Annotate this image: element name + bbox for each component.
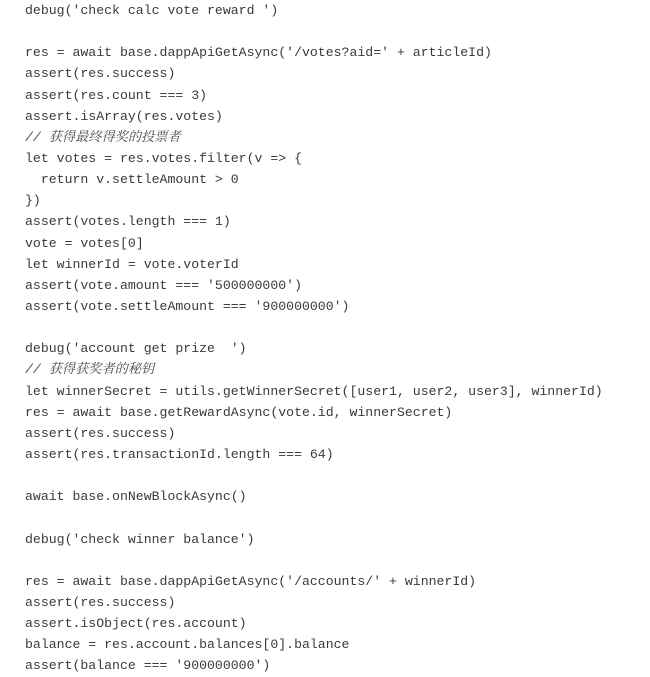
code-line: assert.isObject(res.account): [25, 616, 247, 632]
blank-line: [25, 21, 645, 42]
code-line: assert(res.count === 3): [25, 87, 208, 103]
code-line: await base.onNewBlockAsync(): [25, 489, 247, 505]
blank-line: [25, 550, 645, 571]
code-line: return v.settleAmount > 0: [25, 172, 239, 188]
code-line: assert(votes.length === 1): [25, 214, 231, 230]
code-line: let winnerSecret = utils.getWinnerSecret([user1, user2, user3], winnerId): [25, 383, 603, 399]
code-line: assert(vote.amount === '500000000'): [25, 277, 302, 293]
code-line: vote = votes[0]: [25, 235, 144, 251]
code-line: assert(res.success): [25, 594, 176, 610]
code-line: assert(res.success): [25, 66, 176, 82]
blank-line: [25, 317, 645, 338]
comment-line: // 获得获奖者的秘钥: [25, 362, 155, 378]
code-line: let winnerId = vote.voterId: [25, 256, 239, 272]
code-line: res = await base.getRewardAsync(vote.id, winnerSecret): [25, 404, 453, 420]
code-line: assert(res.success): [25, 425, 176, 441]
code-line: res = await base.dappApiGetAsync('/votes?aid=' + articleId): [25, 45, 492, 61]
code-line: let votes = res.votes.filter(v => {: [25, 150, 302, 166]
blank-line: [25, 465, 645, 486]
code-line: assert.isArray(res.votes): [25, 108, 223, 124]
code-line: }): [25, 193, 41, 209]
comment-line: // 获得最终得奖的投票者: [25, 129, 181, 145]
code-line: assert(res.transactionId.length === 64): [25, 446, 334, 462]
code-line: debug('check calc vote reward '): [25, 3, 279, 18]
code-line: assert(balance === '900000000'): [25, 658, 271, 674]
blank-line: [25, 507, 645, 528]
code-line: assert(vote.settleAmount === '900000000'): [25, 298, 350, 314]
code-line: debug('account get prize '): [25, 341, 247, 357]
code-line: balance = res.account.balances[0].balance: [25, 637, 350, 653]
code-line: res = await base.dappApiGetAsync('/accounts/' + winnerId): [25, 573, 477, 589]
code-line: debug('check winner balance'): [25, 531, 255, 547]
code-listing: [25, 0, 645, 677]
